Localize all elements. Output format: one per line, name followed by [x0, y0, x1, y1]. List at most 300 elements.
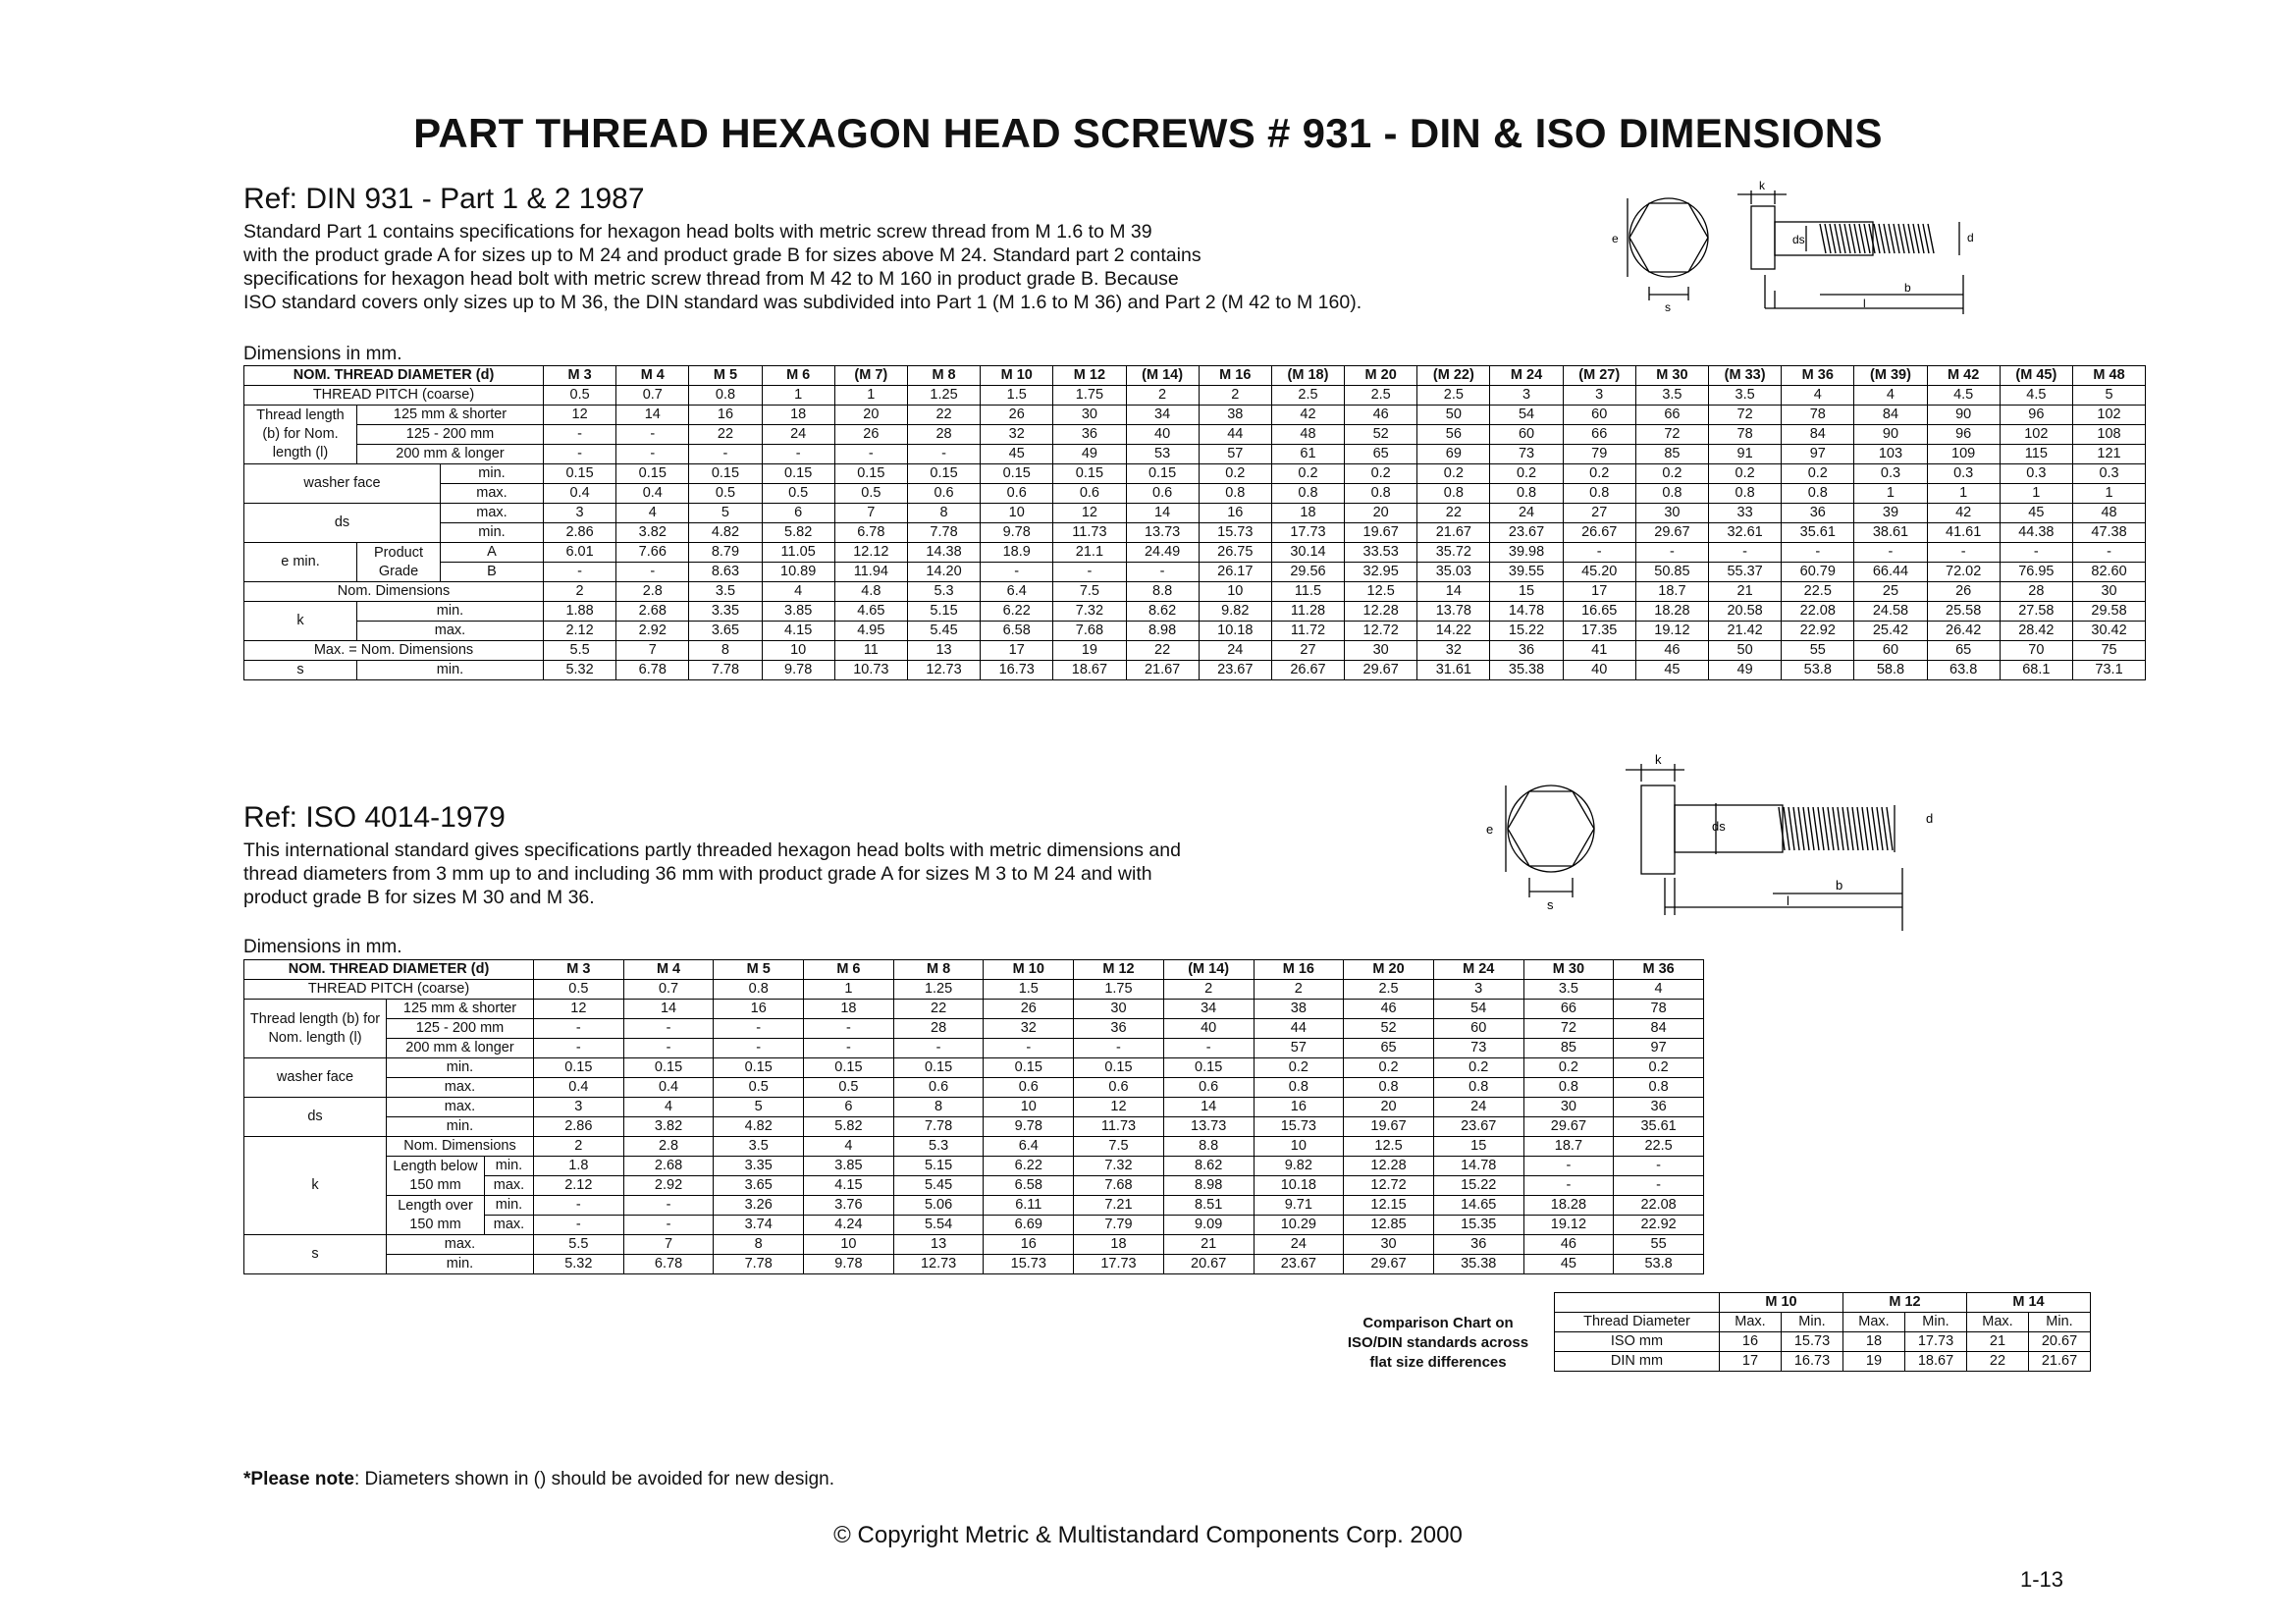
row-label: min.: [441, 464, 544, 484]
table-cell: -: [1782, 543, 1854, 563]
table-cell: 12: [1074, 1098, 1164, 1117]
page-number: 1-13: [2020, 1567, 2064, 1592]
table-cell: 3.65: [689, 622, 762, 641]
table-cell: 42: [1271, 406, 1344, 425]
table-cell: 84: [1782, 425, 1854, 445]
table-cell: 8: [714, 1235, 804, 1255]
table-cell: 46: [1635, 641, 1708, 661]
table-cell: 18: [804, 1000, 894, 1019]
table-cell: 11.28: [1271, 602, 1344, 622]
table-cell: 22.92: [1614, 1216, 1704, 1235]
table-cell: 0.3: [2072, 464, 2145, 484]
table-cell: 24: [1490, 504, 1563, 523]
table-cell: 10: [984, 1098, 1074, 1117]
table-cell: 91: [1709, 445, 1782, 464]
table-cell: 8.8: [1126, 582, 1199, 602]
table-cell: 6.78: [616, 661, 689, 680]
table-cell: 109: [1927, 445, 2000, 464]
table-cell: 17.73: [1074, 1255, 1164, 1274]
table-cell: 25: [1854, 582, 1927, 602]
table-cell: 44.38: [2000, 523, 2072, 543]
table-cell: 13.73: [1126, 523, 1199, 543]
table-cell: 24: [1254, 1235, 1344, 1255]
table-cell: 19.12: [1523, 1216, 1614, 1235]
table-cell: 18.67: [1053, 661, 1126, 680]
table-cell: 18.28: [1523, 1196, 1614, 1216]
table-cell: 32.61: [1709, 523, 1782, 543]
col-header: Max.: [1843, 1313, 1905, 1332]
table-cell: 14.65: [1433, 1196, 1523, 1216]
table-cell: 44: [1199, 425, 1271, 445]
table-cell: 0.8: [1433, 1078, 1523, 1098]
table-cell: 19.12: [1635, 622, 1708, 641]
table-cell: 3.85: [762, 602, 834, 622]
table-cell: 115: [2000, 445, 2072, 464]
table-cell: 30: [1523, 1098, 1614, 1117]
row-label: max.: [441, 484, 544, 504]
table-cell: 16.73: [1782, 1352, 1843, 1372]
table-cell: 10.18: [1199, 622, 1271, 641]
table-cell: -: [1053, 563, 1126, 582]
table-row: [244, 1078, 1704, 1098]
table-cell: 0.15: [804, 1058, 894, 1078]
table-cell: 28.42: [2000, 622, 2072, 641]
table-cell: 15: [1433, 1137, 1523, 1157]
table-cell: 47.38: [2072, 523, 2145, 543]
table-cell: 25.58: [1927, 602, 2000, 622]
table-cell: 57: [1254, 1039, 1344, 1058]
table-cell: 5.32: [534, 1255, 624, 1274]
table-row: [244, 1157, 1704, 1176]
table-cell: 0.8: [1254, 1078, 1344, 1098]
table-cell: 5: [714, 1098, 804, 1117]
table-cell: 96: [1927, 425, 2000, 445]
row-label: Product Grade: [357, 543, 441, 582]
table-cell: 3: [534, 1098, 624, 1117]
size-header: (M 45): [2000, 366, 2072, 386]
table-cell: 12.28: [1344, 1157, 1434, 1176]
table-cell: -: [984, 1039, 1074, 1058]
size-header: M 30: [1523, 960, 1614, 980]
table-cell: 13: [907, 641, 980, 661]
table-cell: 34: [1163, 1000, 1254, 1019]
table-cell: 72.02: [1927, 563, 2000, 582]
size-header: (M 14): [1163, 960, 1254, 980]
table-row: [244, 1117, 1704, 1137]
table-cell: 15.73: [984, 1255, 1074, 1274]
row-label: washer face: [244, 1058, 387, 1098]
row-label: min.: [387, 1255, 534, 1274]
table-cell: 2: [1126, 386, 1199, 406]
row-label: min.: [485, 1157, 534, 1176]
table-cell: 4: [804, 1137, 894, 1157]
table-cell: 40: [1163, 1019, 1254, 1039]
size-header: M 14: [1967, 1293, 2091, 1313]
table-cell: 45: [2000, 504, 2072, 523]
table-cell: 0.8: [1271, 484, 1344, 504]
iso-dimensions-note: Dimensions in mm.: [243, 937, 402, 957]
table-cell: 58.8: [1854, 661, 1927, 680]
table-cell: 26.75: [1199, 543, 1271, 563]
table-cell: 8: [893, 1098, 984, 1117]
table-row: [244, 582, 2146, 602]
row-label: min.: [357, 661, 544, 680]
table-cell: 35.03: [1417, 563, 1490, 582]
table-cell: 1.25: [907, 386, 980, 406]
table-cell: -: [534, 1216, 624, 1235]
table-cell: 29.56: [1271, 563, 1344, 582]
table-cell: 4.5: [1927, 386, 2000, 406]
table-row: [244, 1235, 1704, 1255]
table-cell: 5.3: [893, 1137, 984, 1157]
row-label: ds: [244, 1098, 387, 1137]
table-cell: 5.06: [893, 1196, 984, 1216]
table-cell: 17.73: [1905, 1332, 1967, 1352]
table-cell: 18.28: [1635, 602, 1708, 622]
table-cell: 9.71: [1254, 1196, 1344, 1216]
table-cell: 0.8: [1417, 484, 1490, 504]
table-cell: 20: [834, 406, 907, 425]
table-cell: 0.2: [1345, 464, 1417, 484]
table-cell: 0.5: [762, 484, 834, 504]
table-cell: 4.82: [714, 1117, 804, 1137]
table-cell: 22.5: [1782, 582, 1854, 602]
design-note-label: *Please note: [243, 1469, 354, 1489]
row-label: max.: [387, 1098, 534, 1117]
col-header: Min.: [1905, 1313, 1967, 1332]
size-header: M 42: [1927, 366, 2000, 386]
table-cell: 60: [1563, 406, 1635, 425]
table-cell: 12.28: [1345, 602, 1417, 622]
table-row: [244, 523, 2146, 543]
table-row: [1555, 1313, 2091, 1332]
table-cell: 30: [2072, 582, 2145, 602]
table-cell: 2.5: [1417, 386, 1490, 406]
row-label: 125 - 200 mm: [357, 425, 544, 445]
table-cell: 16.73: [981, 661, 1053, 680]
table-cell: 108: [2072, 425, 2145, 445]
table-cell: 84: [1614, 1019, 1704, 1039]
table-cell: 60: [1854, 641, 1927, 661]
size-header: (M 18): [1271, 366, 1344, 386]
table-cell: 15.73: [1199, 523, 1271, 543]
table-cell: 20.67: [1163, 1255, 1254, 1274]
table-cell: 0.5: [714, 1078, 804, 1098]
table-cell: -: [1614, 1176, 1704, 1196]
table-cell: 45: [1523, 1255, 1614, 1274]
table-cell: 27: [1271, 641, 1344, 661]
table-cell: 46: [1344, 1000, 1434, 1019]
table-cell: 9.78: [762, 661, 834, 680]
copyright-footer: © Copyright Metric & Multistandard Components Corp. 2000: [833, 1522, 1463, 1548]
table-cell: -: [544, 563, 616, 582]
table-cell: 48: [1271, 425, 1344, 445]
table-cell: 15.22: [1490, 622, 1563, 641]
table-cell: 15.22: [1433, 1176, 1523, 1196]
table-cell: 72: [1523, 1019, 1614, 1039]
table-cell: 1: [1854, 484, 1927, 504]
table-row: [244, 425, 2146, 445]
table-cell: 26.67: [1563, 523, 1635, 543]
table-cell: 72: [1709, 406, 1782, 425]
table-cell: 0.6: [981, 484, 1053, 504]
table-cell: 0.8: [1345, 484, 1417, 504]
din-description-line: specifications for hexagon head bolt with metric screw thread from M 42 to M 160 in product grade B. Because: [243, 268, 1179, 290]
table-cell: -: [804, 1039, 894, 1058]
table-row: [244, 1196, 1704, 1216]
table-cell: 4: [1782, 386, 1854, 406]
table-cell: 55.37: [1709, 563, 1782, 582]
table-cell: 90: [1854, 425, 1927, 445]
table-cell: 29.67: [1635, 523, 1708, 543]
size-header: (M 27): [1563, 366, 1635, 386]
size-header: M 36: [1614, 960, 1704, 980]
table-cell: 22.92: [1782, 622, 1854, 641]
table-cell: 4: [762, 582, 834, 602]
table-cell: 10.73: [834, 661, 907, 680]
size-header: (M 22): [1417, 366, 1490, 386]
table-cell: 7: [616, 641, 689, 661]
table-cell: 4.8: [834, 582, 907, 602]
table-cell: -: [616, 563, 689, 582]
table-cell: -: [623, 1196, 714, 1216]
table-row: [1555, 1332, 2091, 1352]
table-cell: 2.86: [544, 523, 616, 543]
table-cell: -: [623, 1019, 714, 1039]
table-cell: 18.9: [981, 543, 1053, 563]
table-cell: -: [893, 1039, 984, 1058]
table-cell: 8.62: [1163, 1157, 1254, 1176]
table-cell: 24: [1433, 1098, 1523, 1117]
table-cell: 16.65: [1563, 602, 1635, 622]
din-dim-label-s: s: [1665, 300, 1671, 314]
size-header: M 10: [984, 960, 1074, 980]
table-cell: 3.26: [714, 1196, 804, 1216]
table-cell: 15.73: [1254, 1117, 1344, 1137]
design-note: [243, 1469, 834, 1490]
table-cell: 14.22: [1417, 622, 1490, 641]
table-cell: 60: [1433, 1019, 1523, 1039]
iso-bolt-diagram: [1472, 750, 1944, 937]
table-cell: 12.15: [1344, 1196, 1434, 1216]
table-cell: 12: [534, 1000, 624, 1019]
table-cell: 11.5: [1271, 582, 1344, 602]
table-cell: 53.8: [1782, 661, 1854, 680]
table-cell: 14.38: [907, 543, 980, 563]
table-row: [244, 366, 2146, 386]
table-cell: 0.15: [834, 464, 907, 484]
table-cell: 26: [1927, 582, 2000, 602]
table-cell: 6.4: [981, 582, 1053, 602]
table-cell: 5.15: [907, 602, 980, 622]
table-cell: 85: [1523, 1039, 1614, 1058]
table-cell: 0.2: [1254, 1058, 1344, 1078]
table-cell: 39.98: [1490, 543, 1563, 563]
table-row: [244, 484, 2146, 504]
table-cell: -: [1523, 1176, 1614, 1196]
table-cell: 0.4: [534, 1078, 624, 1098]
table-cell: -: [762, 445, 834, 464]
table-cell: -: [1927, 543, 2000, 563]
table-cell: 29.67: [1344, 1255, 1434, 1274]
table-cell: 22: [1967, 1352, 2029, 1372]
table-cell: 3: [544, 504, 616, 523]
table-row: [244, 1098, 1704, 1117]
table-cell: 7.5: [1074, 1137, 1164, 1157]
table-cell: 14: [1417, 582, 1490, 602]
table-cell: 0.8: [1635, 484, 1708, 504]
row-label: max.: [485, 1216, 534, 1235]
size-header: M 5: [714, 960, 804, 980]
table-cell: 1.88: [544, 602, 616, 622]
table-cell: 18: [762, 406, 834, 425]
size-header: M 12: [1843, 1293, 1967, 1313]
table-cell: 78: [1782, 406, 1854, 425]
table-cell: 19.67: [1345, 523, 1417, 543]
table-cell: 36: [1053, 425, 1126, 445]
iso-dim-label-k: k: [1655, 752, 1662, 767]
table-cell: 12.12: [834, 543, 907, 563]
table-cell: 23.67: [1254, 1255, 1344, 1274]
size-header: M 16: [1199, 366, 1271, 386]
table-cell: -: [544, 445, 616, 464]
table-cell: 45.20: [1563, 563, 1635, 582]
iso-dim-label-s: s: [1547, 897, 1554, 912]
table-cell: 4.15: [804, 1176, 894, 1196]
din-bolt-diagram: [1590, 177, 1983, 334]
table-cell: 97: [1782, 445, 1854, 464]
table-cell: -: [1523, 1157, 1614, 1176]
table-cell: 66.44: [1854, 563, 1927, 582]
table-cell: 32: [984, 1019, 1074, 1039]
table-cell: 68.1: [2000, 661, 2072, 680]
table-cell: 11: [834, 641, 907, 661]
table-row: [244, 1000, 1704, 1019]
table-cell: 79: [1563, 445, 1635, 464]
table-cell: 21.67: [1126, 661, 1199, 680]
size-header: M 16: [1254, 960, 1344, 980]
table-cell: 63.8: [1927, 661, 2000, 680]
size-header: M 20: [1344, 960, 1434, 980]
iso-dimensions-table: [243, 959, 1704, 1274]
row-label: max.: [441, 504, 544, 523]
table-cell: 11.94: [834, 563, 907, 582]
table-cell: 66: [1563, 425, 1635, 445]
row-label: s: [244, 661, 357, 680]
table-cell: -: [981, 563, 1053, 582]
table-cell: 0.2: [1271, 464, 1344, 484]
table-cell: 2: [1254, 980, 1344, 1000]
table-cell: 2.68: [616, 602, 689, 622]
table-cell: 0.8: [1490, 484, 1563, 504]
table-row: [244, 386, 2146, 406]
table-cell: 10.89: [762, 563, 834, 582]
table-cell: 0.6: [984, 1078, 1074, 1098]
size-header: M 6: [804, 960, 894, 980]
din-description: [243, 220, 1362, 314]
table-cell: 0.2: [1563, 464, 1635, 484]
table-cell: 12.5: [1345, 582, 1417, 602]
table-cell: 24.49: [1126, 543, 1199, 563]
din-dimensions-note: Dimensions in mm.: [243, 344, 402, 364]
table-cell: -: [804, 1019, 894, 1039]
table-cell: 0.2: [1523, 1058, 1614, 1078]
size-header: (M 7): [834, 366, 907, 386]
size-header: (M 14): [1126, 366, 1199, 386]
row-label: 200 mm & longer: [357, 445, 544, 464]
table-cell: 19: [1843, 1352, 1905, 1372]
table-cell: 1: [1927, 484, 2000, 504]
table-cell: 7.68: [1053, 622, 1126, 641]
table-cell: 0.3: [2000, 464, 2072, 484]
table-cell: 75: [2072, 641, 2145, 661]
table-cell: 82.60: [2072, 563, 2145, 582]
table-cell: -: [1163, 1039, 1254, 1058]
table-cell: 0.6: [1053, 484, 1126, 504]
table-cell: 2.92: [623, 1176, 714, 1196]
table-cell: -: [1126, 563, 1199, 582]
table-cell: 4.24: [804, 1216, 894, 1235]
table-cell: 41: [1563, 641, 1635, 661]
table-cell: 0.6: [1126, 484, 1199, 504]
table-cell: 1.8: [534, 1157, 624, 1176]
row-label: max.: [357, 622, 544, 641]
table-cell: -: [623, 1039, 714, 1058]
table-cell: 15: [1490, 582, 1563, 602]
table-row: [244, 1039, 1704, 1058]
table-cell: 8.62: [1126, 602, 1199, 622]
iso-description-line: This international standard gives specifications partly threaded hexagon head bolts with metric dimensions and: [243, 839, 1181, 861]
row-label: max.: [387, 1235, 534, 1255]
row-label: NOM. THREAD DIAMETER (d): [244, 960, 534, 980]
table-cell: 8: [689, 641, 762, 661]
table-cell: 22.5: [1614, 1137, 1704, 1157]
table-row: [244, 1019, 1704, 1039]
din-dim-label-b: b: [1904, 281, 1911, 295]
comparison-label-line: flat size differences: [1369, 1354, 1507, 1371]
size-header: M 30: [1635, 366, 1708, 386]
table-cell: 4.95: [834, 622, 907, 641]
table-cell: 66: [1635, 406, 1708, 425]
table-cell: 5.5: [534, 1235, 624, 1255]
table-cell: 17: [1563, 582, 1635, 602]
table-cell: 0.6: [907, 484, 980, 504]
table-cell: 6: [762, 504, 834, 523]
table-cell: 0.2: [1709, 464, 1782, 484]
table-cell: 0.3: [1927, 464, 2000, 484]
table-cell: 23.67: [1199, 661, 1271, 680]
table-cell: 10: [1254, 1137, 1344, 1157]
table-cell: 21.42: [1709, 622, 1782, 641]
table-cell: 8.98: [1163, 1176, 1254, 1196]
blank-cell: [1555, 1293, 1720, 1313]
table-cell: 7.78: [689, 661, 762, 680]
comparison-label-line: ISO/DIN standards across: [1347, 1334, 1529, 1351]
table-row: [244, 445, 2146, 464]
table-cell: 0.6: [1163, 1078, 1254, 1098]
size-header: M 12: [1074, 960, 1164, 980]
table-cell: 16: [1720, 1332, 1782, 1352]
table-cell: 16: [714, 1000, 804, 1019]
table-cell: 2: [1163, 980, 1254, 1000]
table-cell: 45: [1635, 661, 1708, 680]
table-cell: 10: [981, 504, 1053, 523]
table-cell: -: [2000, 543, 2072, 563]
row-label: min.: [387, 1058, 534, 1078]
table-cell: 0.8: [1199, 484, 1271, 504]
table-cell: 29.67: [1345, 661, 1417, 680]
row-label: 125 mm & shorter: [387, 1000, 534, 1019]
